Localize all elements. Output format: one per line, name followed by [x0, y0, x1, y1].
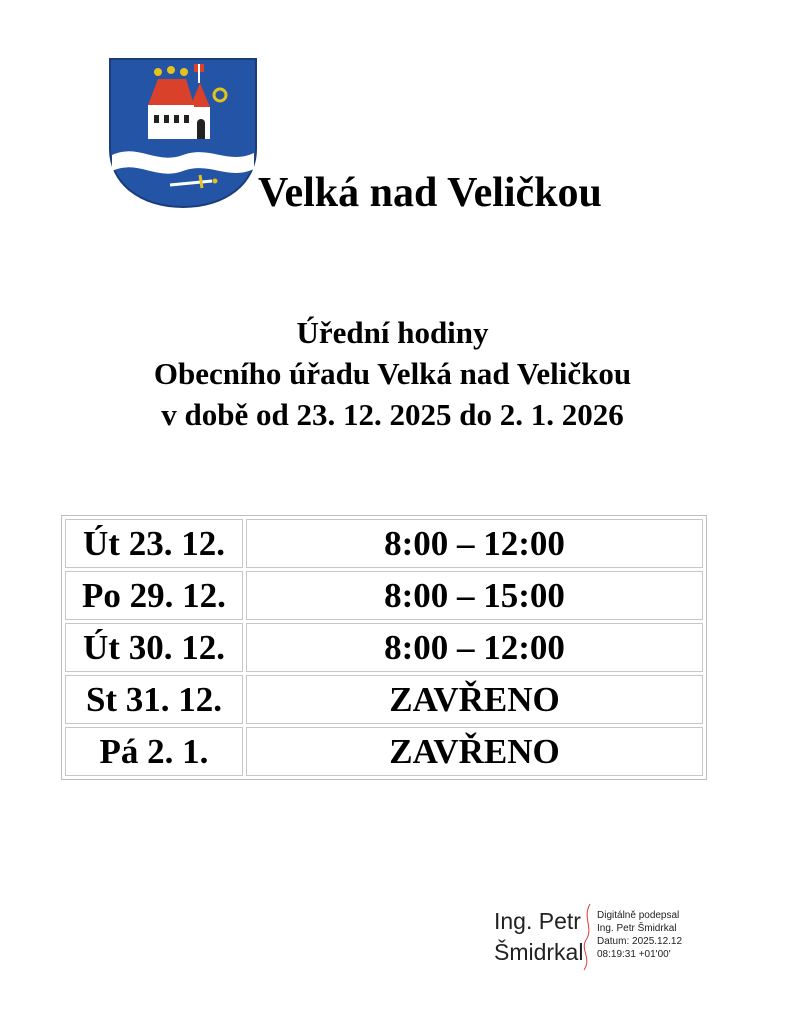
- signer-name-line2: Šmidrkal: [494, 939, 584, 965]
- signature-details: [597, 909, 682, 961]
- signature-detail-date: Datum: 2025.12.12: [597, 936, 683, 947]
- signer-name-line1: Ing. Petr: [494, 908, 581, 934]
- hours-cell: 8:00 – 12:00: [246, 623, 703, 672]
- table-row: [65, 519, 703, 568]
- hours-cell: 8:00 – 12:00: [246, 519, 703, 568]
- office-hours-table: [61, 515, 707, 780]
- coat-of-arms-icon: [108, 57, 258, 209]
- signer-name: [494, 906, 583, 968]
- notice-heading: [0, 312, 785, 435]
- table-row: [65, 727, 703, 776]
- day-cell: St 31. 12.: [65, 675, 243, 724]
- municipality-name: Velká nad Veličkou: [258, 170, 602, 216]
- table-row: [65, 571, 703, 620]
- notice-title: Úřední hodiny: [296, 315, 489, 350]
- hours-cell: ZAVŘENO: [246, 727, 703, 776]
- day-cell: Út 23. 12.: [65, 519, 243, 568]
- signature-detail-time: 08:19:31 +01'00': [597, 949, 671, 960]
- digital-signature: [490, 902, 710, 972]
- hours-cell: ZAVŘENO: [246, 675, 703, 724]
- table-row: [65, 623, 703, 672]
- signature-detail-signer: Ing. Petr Šmidrkal: [597, 923, 677, 934]
- notice-office: Obecního úřadu Velká nad Veličkou: [153, 356, 632, 391]
- day-cell: Po 29. 12.: [65, 571, 243, 620]
- signature-stroke-icon: [578, 902, 598, 972]
- day-cell: Pá 2. 1.: [65, 727, 243, 776]
- table-row: [65, 675, 703, 724]
- notice-period: v době od 23. 12. 2025 do 2. 1. 2026: [161, 397, 624, 432]
- hours-cell: 8:00 – 15:00: [246, 571, 703, 620]
- signature-detail-label: Digitálně podepsal: [597, 910, 680, 921]
- day-cell: Út 30. 12.: [65, 623, 243, 672]
